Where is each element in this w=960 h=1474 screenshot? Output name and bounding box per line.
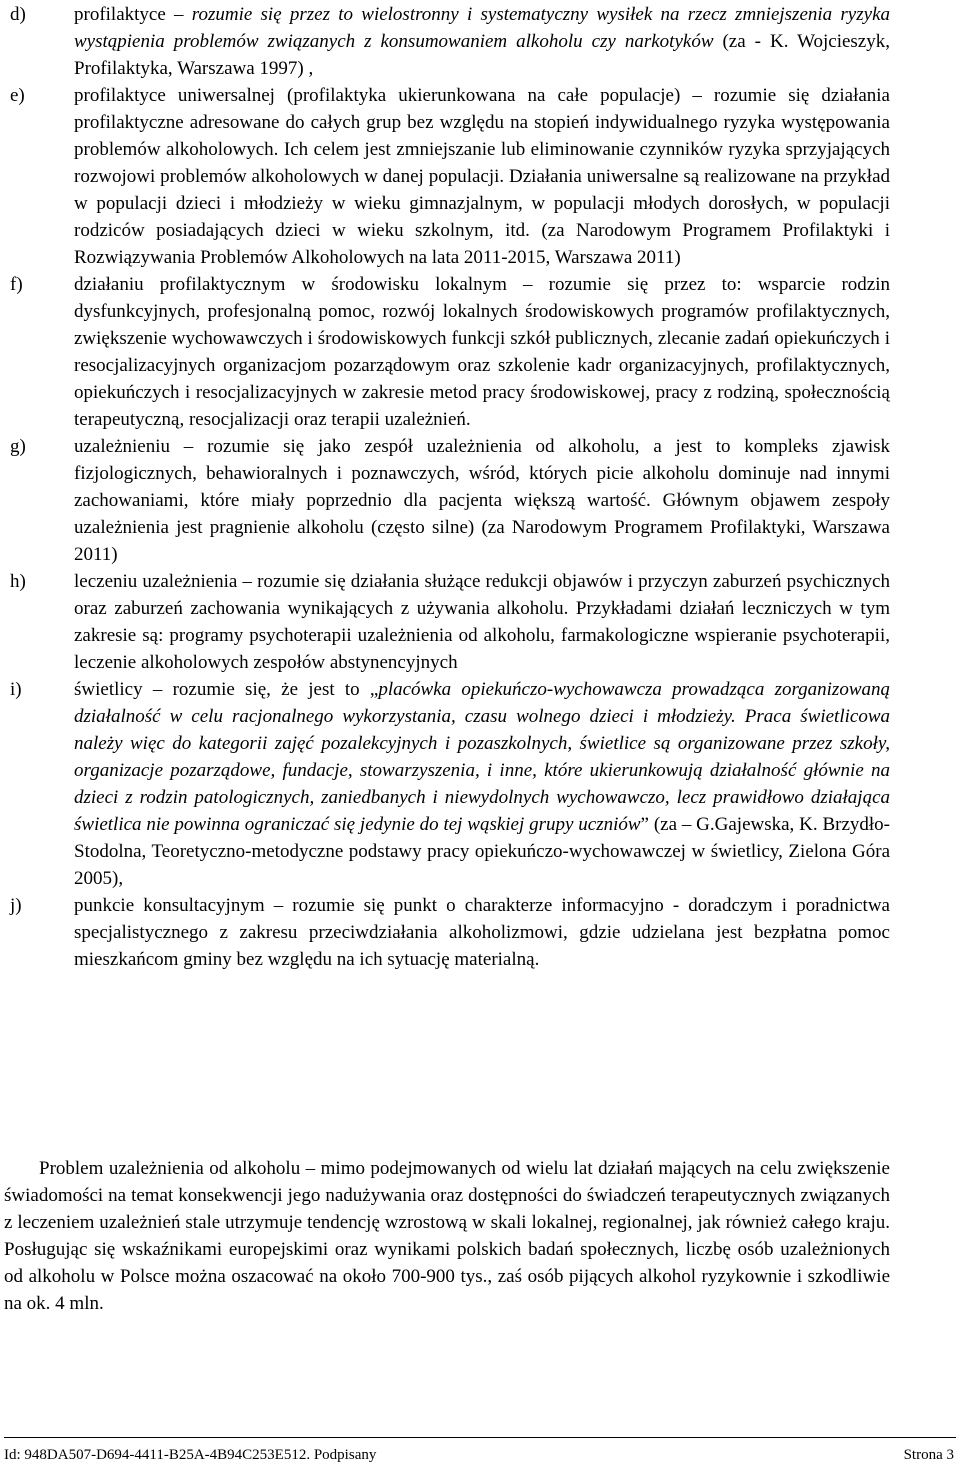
list-marker: e) — [10, 85, 25, 106]
body-paragraph: Problem uzależnienia od alkoholu – mimo podejmowanych od wielu lat działań mających na celu zwiększenie świadomości na temat konsekwencji jego nadużywania oraz dostępności do świadczeń terapeutycznych związanych z leczeniem uzależnień stale utrzymuje tendencję wzrostową w skali lokalnej, regionalnej, jak również całego kraju. Posługując się wskaźnikami europejskimi oraz wynikami polskich badań społecznych, liczbę osób uzależnionych od alkoholu w Polsce można oszacować na około 700-900 tys., zaś osób pijących alkohol ryzykownie i szkodliwie na ok. 4 mln. — [4, 1158, 890, 1314]
footer-document-id: Id: 948DA507-D694-4411-B25A-4B94C253E512. Podpisany — [4, 1447, 377, 1463]
list-marker: i) — [10, 679, 22, 700]
list-marker: f) — [10, 274, 23, 295]
list-item — [10, 1, 890, 82]
text-run: świetlicy – rozumie się, że jest to „ — [74, 679, 379, 700]
list-item — [10, 676, 890, 892]
text-run: profilaktyce – — [74, 4, 192, 25]
list-item — [10, 433, 890, 568]
definition-list — [10, 0, 890, 973]
list-item — [10, 271, 890, 433]
text-run: profilaktyce uniwersalnej (profilaktyka ukierunkowana na całe populacje) – rozumie się działania profilaktyczne adresowane do całych grup bez względu na stopień indywidualnego ryzyka występowania problemów alkoholowych. Ich celem jest zmniejszanie lub eliminowanie czynników ryzyka sprzyjających rozwojowi problemów alkoholowych w danej populacji. Działania uniwersalne są realizowane na przykład w populacji dzieci i młodzieży w wieku gimnazjalnym, w populacji młodych dorosłych, w populacji rodziców posiadających dzieci w wieku szkolnym, itd. (za Narodowym Programem Profilaktyki i Rozwiązywania Problemów Alkoholowych na lata 2011-2015, Warszawa 2011) — [74, 85, 890, 268]
text-run: działaniu profilaktycznym w środowisku lokalnym – rozumie się przez to: wsparcie rodzin dysfunkcyjnych, profesjonalną pomoc, rozwój lokalnych środowiskowych programów profilaktycznych, zwiększenie wychowawczych i środowiskowych funkcji szkół publicznych, zlecanie zadań opiekuńczych i resocjalizacyjnych organizacjom pozarządowym oraz szkolenie kadr organizacyjnych, profilaktycznych, opiekuńczych i resocjalizacyjnych w zakresie metod pracy środowiskowej, pracy z rodziną, społecznością terapeutyczną, resocjalizacji oraz terapii uzależnień. — [74, 274, 890, 430]
text-run: ” (za – G.Gajewska, K. Brzydło-Stodolna, Teoretyczno-metodyczne podstawy pracy opiekuńczo-wychowawczej w świetlicy, Zielona Góra 2005), — [74, 814, 890, 889]
text-run: leczeniu uzależnienia – rozumie się działania służące redukcji objawów i przyczyn zaburzeń psychicznych oraz zaburzeń zachowania wynikających z używania alkoholu. Przykładami działań leczniczych w tym zakresie są: programy psychoterapii uzależnienia od alkoholu, farmakologiczne wspieranie psychoterapii, leczenie alkoholowych zespołów abstynencyjnych — [74, 571, 890, 673]
list-marker: d) — [10, 4, 26, 25]
list-item — [10, 892, 890, 973]
list-marker: g) — [10, 436, 26, 457]
italic-text: rozumie się przez to wielostronny i systematyczny wysiłek na rzecz zmniejszenia ryzyka wystąpienia problemów związanych z konsumowaniem alkoholu czy narkotyków — [74, 4, 890, 52]
page-footer — [4, 1437, 956, 1463]
list-marker: h) — [10, 571, 26, 592]
list-item — [10, 82, 890, 271]
text-run: punkcie konsultacyjnym – rozumie się punkt o charakterze informacyjno - doradczym i poradnictwa specjalistycznego z zakresu przeciwdziałania alkoholizmowi, gdzie udzielana jest bezpłatna pomoc mieszkańcom gminy bez względu na ich sytuację materialną. — [74, 895, 890, 970]
text-run: (za - K. Wojcieszyk, Profilaktyka, Warszawa 1997) , — [74, 31, 890, 79]
list-marker: j) — [10, 895, 22, 916]
text-run: uzależnieniu – rozumie się jako zespół uzależnienia od alkoholu, a jest to kompleks zjawisk fizjologicznych, behawioralnych i poznawczych, wśród, których picie alkoholu dominuje nad innymi zachowaniami, które miały poprzednio dla pacjenta większą wartość. Głównym objawem zespoły uzależnienia jest pragnienie alkoholu (często silne) (za Narodowym Programem Profilaktyki, Warszawa 2011) — [74, 436, 890, 565]
italic-text: placówka opiekuńczo-wychowawcza prowadząca zorganizowaną działalność w celu racjonalnego wykorzystania, czasu wolnego dzieci i młodzieży. Praca świetlicowa należy więc do kategorii zajęć pozalekcyjnych i pozaszkolnych, świetlice są organizowane przez szkoły, organizacje pozarządowe, fundacje, stowarzyszenia, i inne, które ukierunkowują działalność głównie na dzieci z rodzin patologicznych, zaniedbanych i niewydolnych wychowawczo, lecz prawidłowo działająca świetlica nie powinna ograniczać się jedynie do tej wąskiej grupy uczniów — [74, 679, 891, 835]
footer-page-number: Strona 3 — [903, 1447, 954, 1463]
list-item — [10, 568, 890, 676]
